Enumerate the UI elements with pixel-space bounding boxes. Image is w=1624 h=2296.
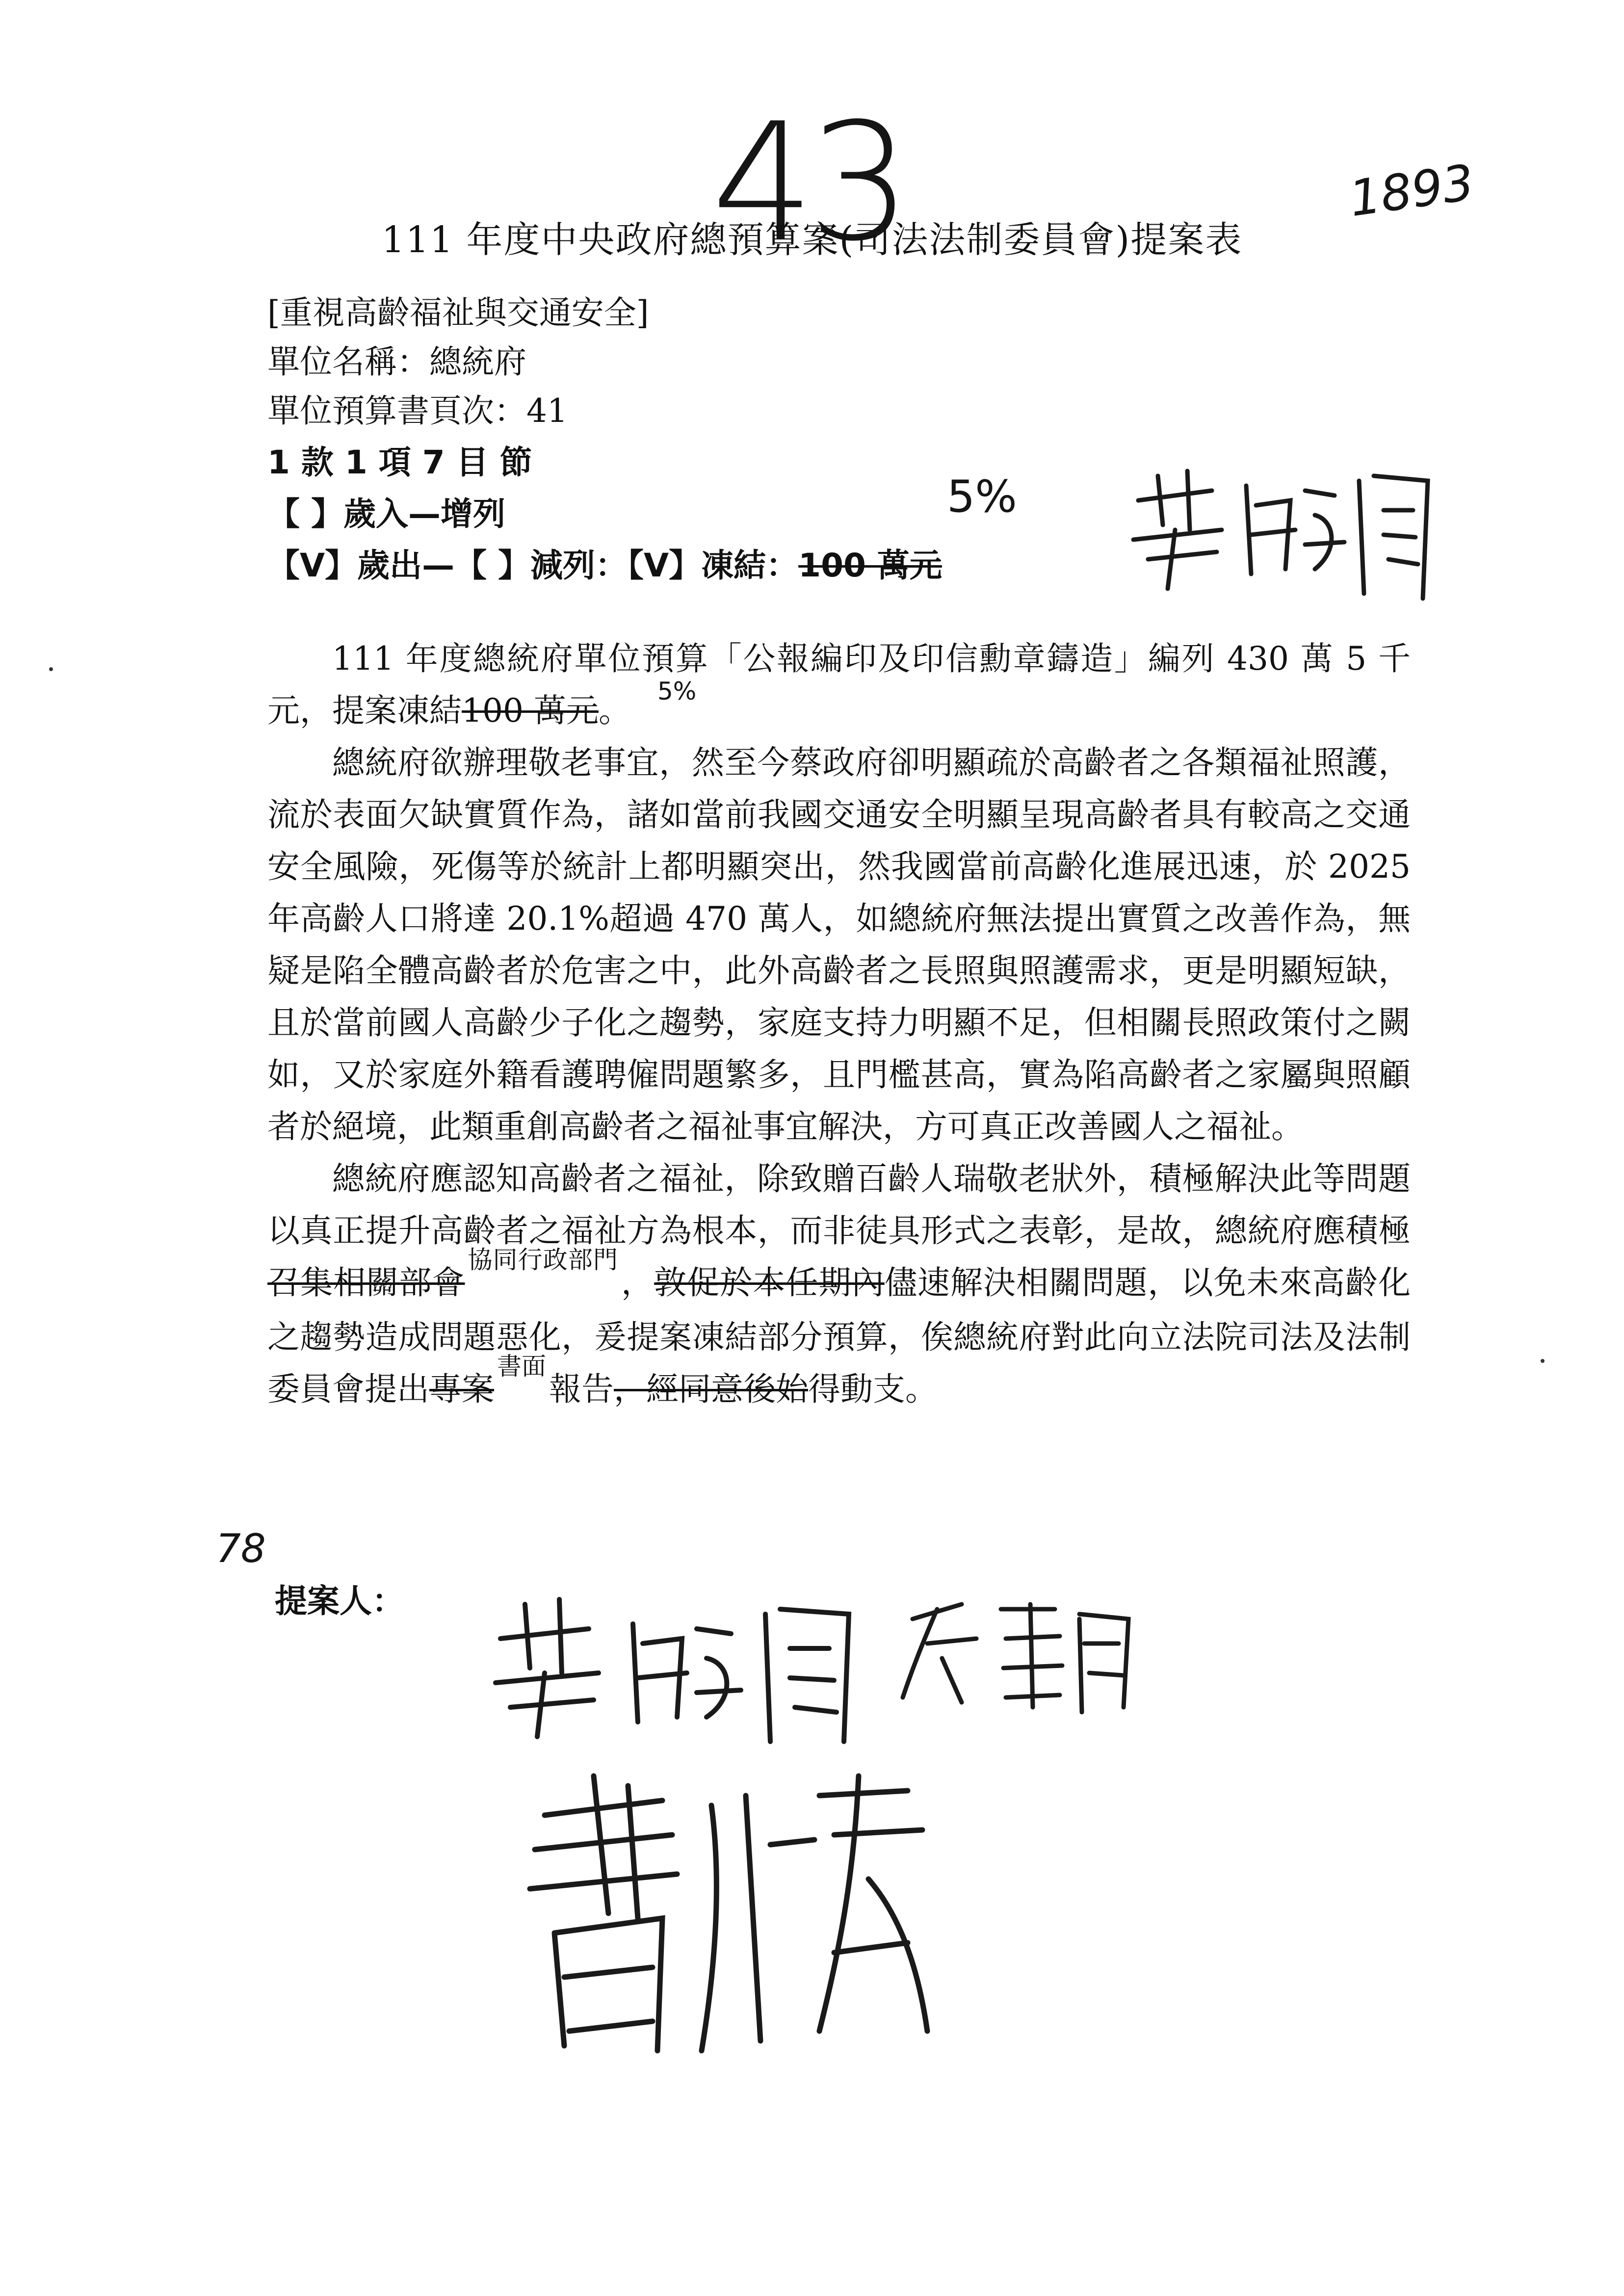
p3-handwritten-insert-2: 書面 — [497, 1352, 546, 1381]
body-paragraph-2: 總統府欲辦理敬老事宜，然至今蔡政府卻明顯疏於高齡者之各類福祉照護，流於表面欠缺實質作為，諸如當前我國交通安全明顯呈現高齡者具有較高之交通安全風險，死傷等於統計上都明顯突出，然我國當前高齡化進展迅速，於 2025 年高齡人口將達 20.1%超過 470 萬人，如總統府無法提出實質之改善作為，無疑是陷全體高齡者於危害之中，此外高齡者之長照與照護需求，更是明顯短缺，且於當前國人高齡少子化之趨勢，家庭支持力明顯不足，但相關長照政策付之闕如，又於家庭外籍看護聘僱問題繁多，且門檻甚高，實為陷高齡者之家屬與照顧者於絕境，此類重創高齡者之福祉事宜解決，方可真正改善國人之福祉。 — [267, 744, 1411, 1146]
handwritten-percent-mark: 5% — [947, 471, 1017, 522]
p3-struck-2: 敦促於本任期內 — [654, 1264, 885, 1302]
signature-proposer-1 — [491, 1585, 873, 1747]
p3-struck-1: 召集相關部會 — [267, 1264, 465, 1302]
handwritten-inline-percent: 5% — [657, 677, 697, 705]
scan-speck — [1541, 1359, 1545, 1363]
p3-text-c: 儘速解決相關問題，以免未來高齡化之趨勢造成問題惡化，爰提案凍結部分預算，俟總統府對此向立法院司法及法制委員會提出 — [267, 1264, 1411, 1408]
p3-handwritten-insert-1: 協同行政部門 — [468, 1246, 619, 1274]
p3-text-e: 得動支。 — [808, 1370, 938, 1408]
body-paragraph-1 — [267, 633, 1411, 737]
signature-proposer-2 — [893, 1590, 1148, 1717]
section-line: 1 款 1 項 7 目 節 — [267, 444, 532, 481]
body-paragraph-3 — [267, 1153, 1411, 1418]
expenditure-struck-amount: 100 萬元 — [798, 547, 942, 584]
expenditure-text: 【V】歲出—【 】減列：【V】凍結： — [267, 547, 799, 584]
subject-line: [重視高齡福祉與交通安全] — [267, 294, 649, 332]
handwritten-corner-mark: 1893 — [1346, 153, 1478, 228]
p3-struck-4: ，經同意後始 — [614, 1370, 808, 1408]
signature-proposer-3 — [515, 1756, 937, 2061]
proposal-body — [267, 633, 1411, 1418]
p3-text-d: 報告 — [549, 1370, 614, 1408]
handwritten-margin-mark: 78 — [216, 1526, 266, 1571]
document-title: 111 年度中央政府總預算案(司法法制委員會)提案表 — [381, 219, 1243, 261]
p1-text: 111 年度總統府單位預算「公報編印及印信勳章鑄造」編列 430 萬 5 千元，提案凍結 — [267, 640, 1411, 730]
p1-end: 。 — [598, 692, 631, 730]
p3-text-a: 總統府應認知高齡者之福祉，除致贈百齡人瑞敬老狀外，積極解決此等問題以真正提升高齡者之福祉方為根本，而非徒具形式之表彰，是故，總統府應積極 — [267, 1160, 1411, 1250]
proposer-label: 提案人： — [275, 1582, 404, 1620]
p3-text-b: ， — [621, 1264, 655, 1302]
p3-struck-3: 專案 — [429, 1370, 494, 1408]
unit-name-line: 單位名稱：總統府 — [267, 343, 526, 381]
revenue-line: 【 】歲入—增列 — [267, 495, 505, 533]
budget-page-line: 單位預算書頁次：41 — [267, 392, 568, 430]
p1-struck-amount: 100 萬元 — [462, 692, 599, 730]
expenditure-line — [267, 542, 942, 589]
scan-speck — [49, 667, 53, 671]
handwritten-page-number: 43 — [711, 88, 906, 277]
signature-header — [1128, 456, 1442, 603]
